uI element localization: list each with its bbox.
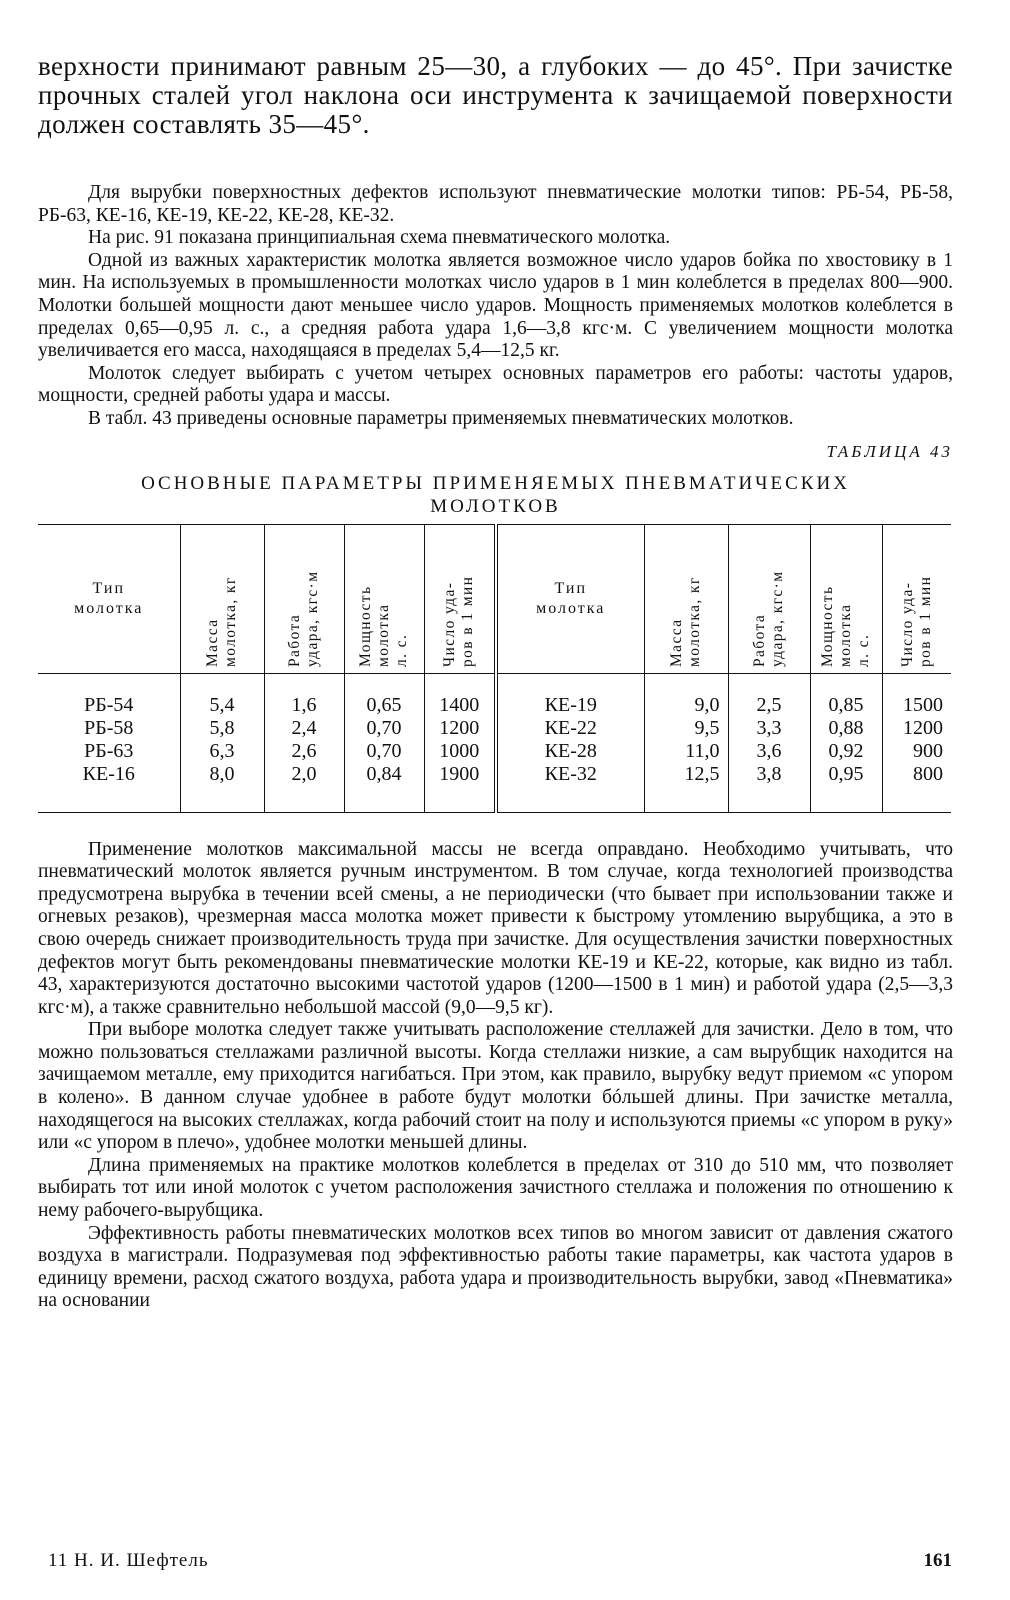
cell-right-mass: 9,0 9,5 11,0 12,5 bbox=[644, 673, 728, 812]
header-rate-2: Число уда- ров в 1 мин bbox=[882, 524, 951, 673]
header-power-2: Мощность молотка л. с. bbox=[810, 524, 882, 673]
cell-left-type: РБ-54 РБ-58 РБ-63 КЕ-16 bbox=[38, 673, 180, 812]
page-number: 161 bbox=[923, 1550, 952, 1571]
cell-right-work: 2,5 3,3 3,6 3,8 bbox=[728, 673, 810, 812]
paragraph-8: При выборе молотка следует также учитывать расположение стеллажей для зачистки. Дело в том, что можно пользоваться стеллажами различной высоты. Когда стеллажи низкие, а сам вырубщик находится на зачищаемом металле, ему приходится нагибаться. При этом, как правило, вырубку ведут приемом «с упором в колено». В данном случае удобнее в работе будут молотки бóльшей длины. При зачистке металла, находящегося на высоких стеллажах, когда рабочий стоит на полу и используются приемы «с упором в руку» или «с упором в плечо», удобнее молотки меньшей длины. bbox=[38, 1019, 953, 1154]
paragraph-4: Одной из важных характеристик молотка является возможное число ударов бойка по хвостовику в 1 мин. На используемых в промышленности молотках число ударов в 1 мин колеблется в пределах 800—900. Молотки большей мощности дают меньшее число ударов. Мощность применяемых молотков колеблется в пределах 0,65—0,95 л. с., а средняя работа удара 1,6—3,8 кгс·м. С увеличением мощности молотка увеличивается его масса, находящаяся в пределах 5,4—12,5 кг. bbox=[38, 249, 953, 362]
page-content bbox=[38, 52, 953, 1313]
cell-left-rate: 1400 1200 1000 1900 bbox=[424, 673, 496, 812]
parameters-table bbox=[38, 524, 951, 813]
paragraph-9: Длина применяемых на практике молотков колеблется в пределах от 310 до 510 мм, что позволяет выбирать тот или иной молоток с учетом расположения зачистного стеллажа и положения по отношению к нему рабочего-вырубщика. bbox=[38, 1154, 953, 1222]
header-work: Работа удара, кгс·м bbox=[264, 524, 344, 673]
table-body-row bbox=[38, 673, 951, 812]
paragraph-2: Для вырубки поверхностных дефектов используют пневматические молотки типов: РБ-54, РБ-58, РБ-63, КЕ-16, КЕ-19, КЕ-22, КЕ-28, КЕ-32. bbox=[38, 182, 953, 226]
paragraph-6: В табл. 43 приведены основные параметры применяемых пневматических молотков. bbox=[88, 407, 794, 429]
cell-right-power: 0,85 0,88 0,92 0,95 bbox=[810, 673, 882, 812]
table-number: ТАБЛИЦА 43 bbox=[826, 441, 953, 461]
paragraph-1: верхности принимают равным 25—30, а глубоких — до 45°. При зачистке прочных сталей угол наклона оси инструмента к зачищаемой поверхности должен составлять 35—45°. bbox=[38, 51, 953, 139]
table-header-row bbox=[38, 524, 951, 673]
paragraph-3: На рис. 91 показана принципиальная схема пневматического молотка. bbox=[88, 227, 671, 249]
cell-left-mass: 5,4 5,8 6,3 8,0 bbox=[180, 673, 264, 812]
paragraph-5: Молоток следует выбирать с учетом четырех основных параметров его работы: частоты ударов, мощности, средней работы удара и массы. bbox=[38, 362, 953, 407]
table-title: ОСНОВНЫЕ ПАРАМЕТРЫ ПРИМЕНЯЕМЫХ ПНЕВМАТИЧЕСКИХ МОЛОТКОВ bbox=[141, 472, 850, 517]
header-mass-2: Масса молотка, кг bbox=[644, 524, 728, 673]
header-power: Мощность молотка л. с. bbox=[344, 524, 424, 673]
header-mass: Масса молотка, кг bbox=[180, 524, 264, 673]
cell-left-work: 1,6 2,4 2,6 2,0 bbox=[264, 673, 344, 812]
paragraph-10: Эффективность работы пневматических молотков всех типов во многом зависит от давления сжатого воздуха в магистрали. Подразумевая под эффективностью работы такие параметры, как частота ударов в единицу времени, расход сжатого воздуха, работа удара и производительность вырубки, завод «Пневматика» на основании bbox=[38, 1222, 953, 1312]
cell-left-power: 0,65 0,70 0,70 0,84 bbox=[344, 673, 424, 812]
footer-signature: 11 Н. И. Шефтель bbox=[48, 1550, 209, 1571]
header-type: Тип молотка bbox=[38, 524, 180, 673]
paragraph-7: Применение молотков максимальной массы не всегда оправдано. Необходимо учитывать, что пневматический молоток является ручным инструментом. В том случае, когда технологией производства предусмотрена вырубка в течении всей смены, а не периодически (что бывает при использовании также и огневых резаков), чрезмерная масса молотка может привести к быстрому утомлению вырубщика, а это в свою очередь снижает производительность труда при зачистке. Для осуществления зачистки поверхностных дефектов могут быть рекомендованы пневматические молотки КЕ-19 и КЕ-22, которые, как видно из табл. 43, характеризуются достаточно высокими частотой ударов (1200—1500 в 1 мин) и работой удара (2,5—3,3 кгс·м), а также сравнительно небольшой массой (9,0—9,5 кг). bbox=[38, 838, 953, 1018]
cell-right-rate: 1500 1200 900 800 bbox=[882, 673, 951, 812]
header-work-2: Работа удара, кгс·м bbox=[728, 524, 810, 673]
header-rate: Число уда- ров в 1 мин bbox=[424, 524, 496, 673]
cell-right-type: КЕ-19 КЕ-22 КЕ-28 КЕ-32 bbox=[496, 673, 644, 812]
header-type-2: Тип молотка bbox=[496, 524, 644, 673]
